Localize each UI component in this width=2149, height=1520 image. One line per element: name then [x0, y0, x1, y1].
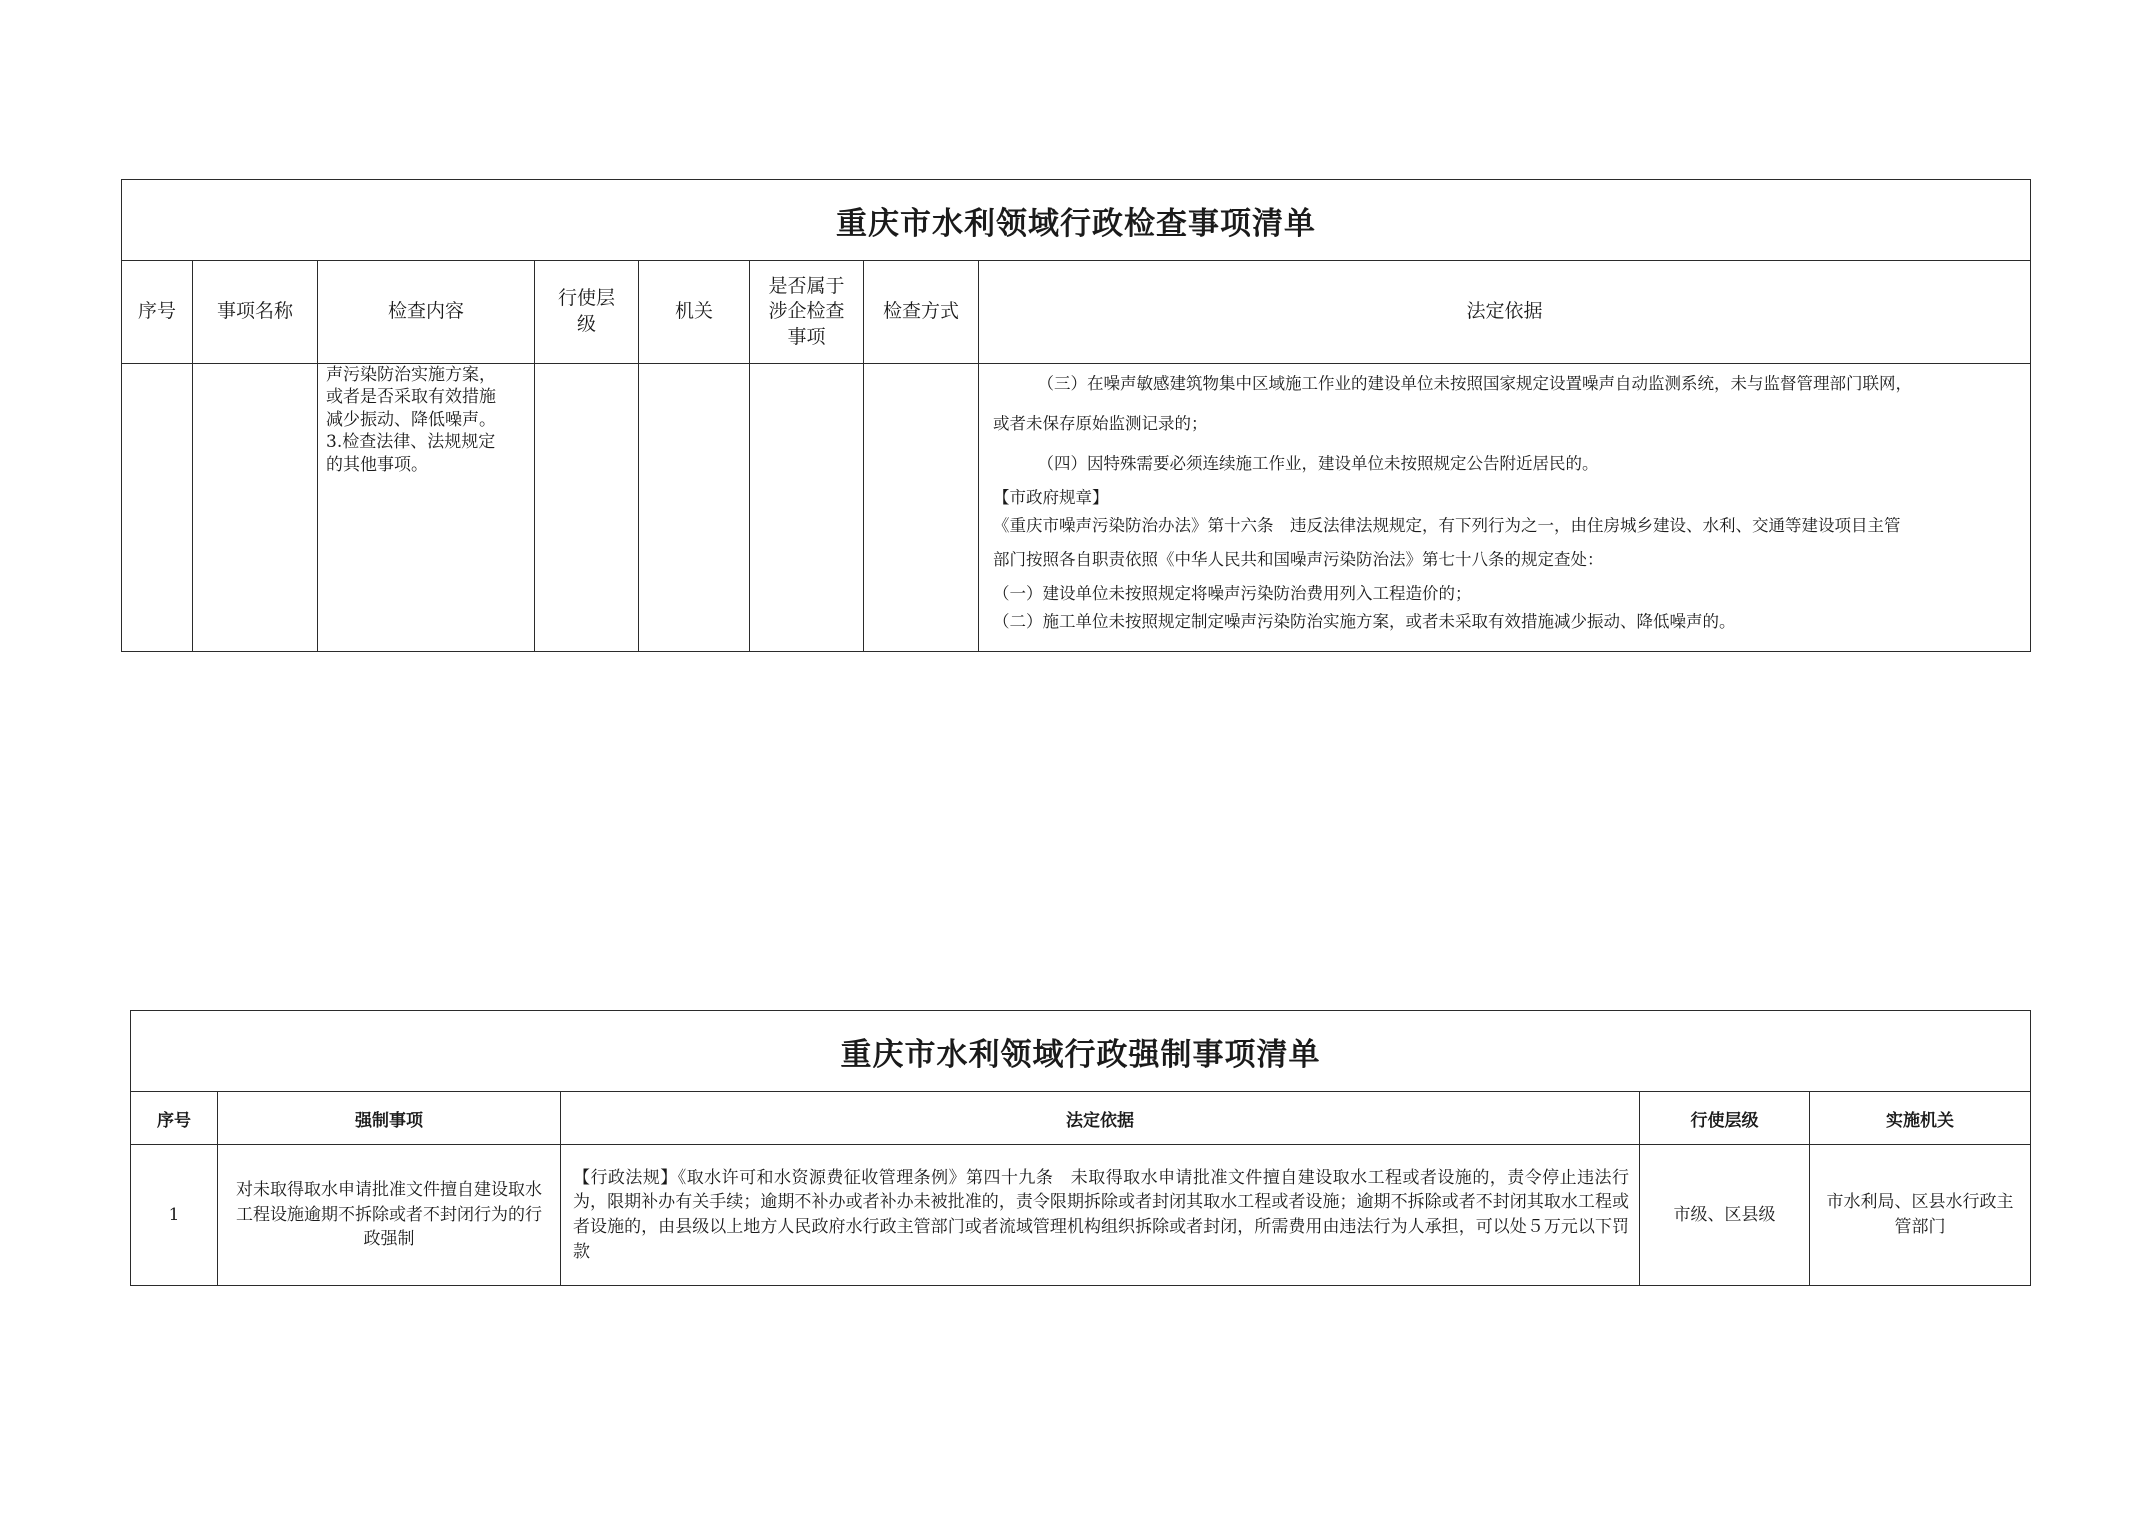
cell-level — [535, 364, 639, 652]
basis-paragraph: 部门按照各自职责依照《中华人民共和国噪声污染防治法》第七十八条的规定查处： — [993, 550, 1604, 569]
inspection-items-table — [121, 179, 2031, 652]
header-enterprise-line: 事项 — [787, 325, 826, 348]
basis-paragraph: 《重庆市噪声污染防治办法》第十六条 违反法律法规规定，有下列行为之一，由住房城乡建设、水利、交通等建设项目主管 — [993, 516, 1901, 535]
basis-paragraph: （二）施工单位未按照规定制定噪声污染防治实施方案，或者未采取有效措施减少振动、降低噪声的。 — [993, 612, 1736, 631]
basis-paragraph: 或者未保存原始监测记录的； — [993, 414, 1208, 433]
basis-paragraph: （四）因特殊需要必须连续施工作业，建设单位未按照规定公告附近居民的。 — [1037, 454, 1599, 473]
cell-check-content — [318, 364, 535, 652]
basis-heading: 【市政府规章】 — [993, 488, 1109, 507]
header-legal-basis: 法定依据 — [561, 1092, 1640, 1145]
header-enterprise-line: 是否属于 — [768, 274, 845, 297]
table-title: 重庆市水利领域行政检查事项清单 — [122, 180, 2031, 261]
header-row — [131, 1092, 2031, 1145]
header-seq: 序号 — [122, 261, 193, 364]
header-seq: 序号 — [131, 1092, 218, 1145]
cell-seq: 1 — [131, 1145, 218, 1286]
cell-legal-basis — [979, 364, 2031, 652]
header-item-name: 事项名称 — [193, 261, 318, 364]
cell-item-name — [193, 364, 318, 652]
header-level: 行使层级 — [1640, 1092, 1810, 1145]
basis-paragraph: （一）建设单位未按照规定将噪声污染防治费用列入工程造价的； — [993, 584, 1472, 603]
header-legal-basis: 法定依据 — [979, 261, 2031, 364]
cell-agency: 市水利局、区县水行政主管部门 — [1810, 1145, 2031, 1286]
header-check-method: 检查方式 — [864, 261, 979, 364]
enforcement-items-table — [130, 1010, 2031, 1286]
cell-seq — [122, 364, 193, 652]
table-title: 重庆市水利领域行政强制事项清单 — [131, 1011, 2031, 1092]
cell-enforcement-item: 对未取得取水申请批准文件擅自建设取水工程设施逾期不拆除或者不封闭行为的行政强制 — [218, 1145, 561, 1286]
header-level-line: 级 — [576, 313, 596, 335]
content-line: 的其他事项。 — [326, 454, 428, 475]
header-enforcement-item: 强制事项 — [218, 1092, 561, 1145]
table-row — [131, 1145, 2031, 1286]
header-check-content: 检查内容 — [318, 261, 535, 364]
basis-paragraph: （三）在噪声敏感建筑物集中区域施工作业的建设单位未按照国家规定设置噪声自动监测系统，未与监督管理部门联网， — [1037, 374, 1913, 393]
content-line: 声污染防治实施方案， — [326, 365, 496, 385]
header-enterprise-check — [750, 261, 864, 364]
cell-level: 市级、区县级 — [1640, 1145, 1810, 1286]
cell-check-method — [864, 364, 979, 652]
cell-agency — [639, 364, 750, 652]
header-row — [122, 261, 2031, 364]
header-level — [535, 261, 639, 364]
header-enterprise-line: 涉企检查 — [768, 300, 845, 323]
cell-legal-basis: 【行政法规】《取水许可和水资源费征收管理条例》第四十九条 未取得取水申请批准文件擅自建设取水工程或者设施的，责令停止违法行为，限期补办有关手续；逾期不补办或者补办未被批准的，责令限期拆除或者封闭其取水工程或者设施；逾期不拆除或者不封闭其取水工程或者设施的，由县级以上地方人民政府水行政主管部门或者流域管理机构组织拆除或者封闭，所需费用由违法行为人承担，可以处５万元以下罚款 — [561, 1145, 1640, 1286]
content-line: 减少振动、降低噪声。 — [326, 409, 496, 430]
header-agency: 机关 — [639, 261, 750, 364]
table-row — [122, 364, 2031, 652]
header-level-line: 行使层 — [557, 287, 615, 310]
content-line: 或者是否采取有效措施 — [326, 387, 496, 408]
cell-enterprise-check — [750, 364, 864, 652]
content-line: 3.检查法律、法规规定 — [326, 432, 496, 453]
header-agency: 实施机关 — [1810, 1092, 2031, 1145]
